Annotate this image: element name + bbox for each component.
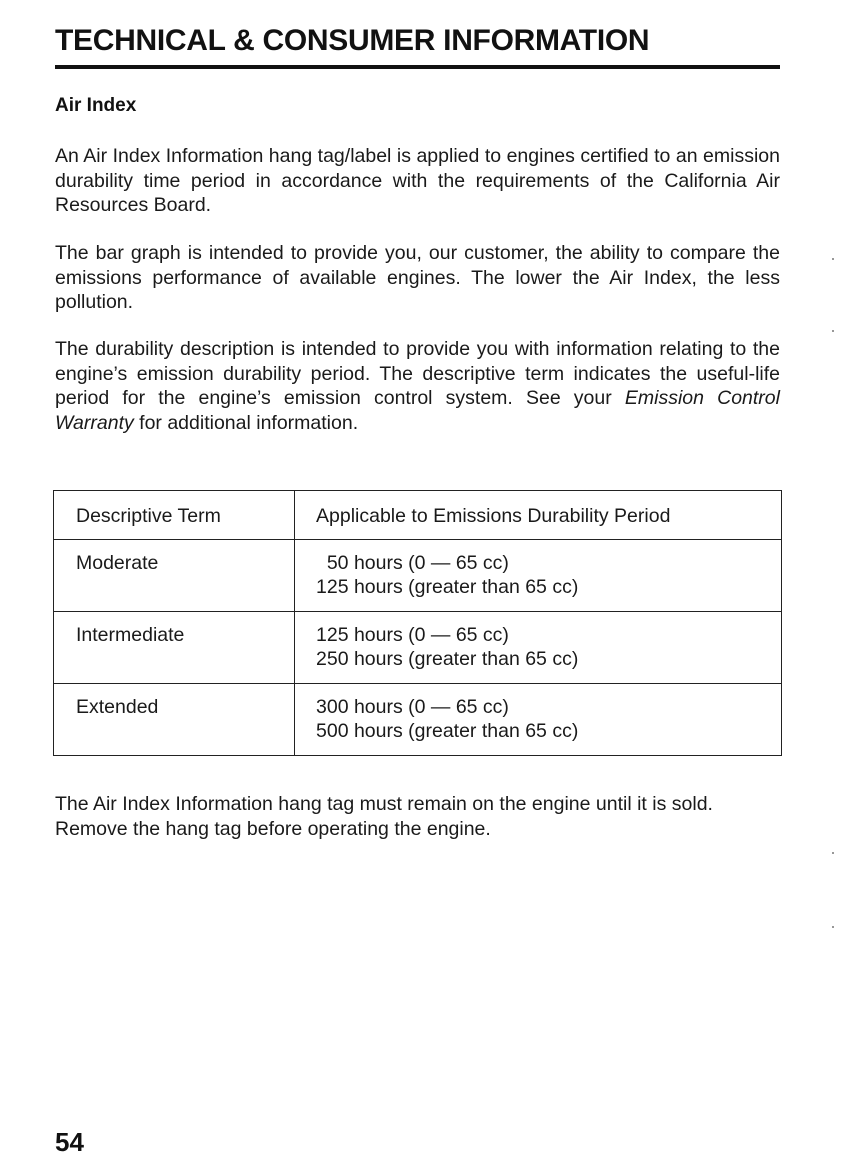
period-line: 125 hours (greater than 65 cc): [316, 576, 579, 598]
page-number: 54: [55, 1127, 84, 1157]
table-cell-period: [295, 684, 781, 755]
durability-table: [53, 490, 782, 756]
period-line: 300 hours (0 — 65 cc): [316, 696, 509, 718]
table-row: [54, 683, 781, 755]
period-line: 125 hours (0 — 65 cc): [316, 624, 509, 646]
period-line: 50 hours (0 — 65 cc): [316, 552, 509, 574]
table-header-row: [54, 491, 781, 539]
table-cell-period: [295, 540, 781, 611]
table-row: [54, 539, 781, 611]
scan-speck: [832, 926, 834, 928]
page-title: TECHNICAL & CONSUMER INFORMATION: [55, 24, 650, 57]
paragraph-bar-graph: The bar graph is intended to provide you, our customer, the ability to compare the emissions performance of available engines. The lower the Air Index, the less pollution.: [55, 242, 780, 313]
title-underline: [55, 65, 780, 69]
paragraph-durability-text: The durability description is intended to provide you with information relating to the engine’s emission durability period. The descriptive term indicates the useful-life period for the engine’s emission control system. See your: [55, 338, 780, 409]
scan-speck: [832, 852, 834, 854]
table-header-term: Descriptive Term: [54, 491, 295, 539]
section-heading: Air Index: [55, 95, 137, 116]
table-cell-term: Intermediate: [54, 612, 295, 683]
scan-speck: [832, 258, 834, 260]
scan-speck: [832, 330, 834, 332]
paragraph-hang-tag: An Air Index Information hang tag/label is applied to engines certified to an emission durability time period in accordance with the requirements of the California Air Resources Board.: [55, 145, 780, 216]
paragraph-durability-text-end: for additional information.: [133, 411, 359, 434]
warranty-reference: Emission Control Warranty: [55, 387, 780, 434]
table-cell-term: Extended: [54, 684, 295, 755]
table-header-period: Applicable to Emissions Durability Period: [316, 505, 671, 527]
paragraph-durability: [55, 337, 780, 435]
period-line: 500 hours (greater than 65 cc): [316, 720, 579, 742]
table-cell-term: Moderate: [54, 540, 295, 611]
paragraph-remove-tag: The Air Index Information hang tag must remain on the engine until it is sold. Remove the hang tag before operating the engine.: [55, 793, 713, 840]
table-cell-period: [295, 612, 781, 683]
table-row: [54, 611, 781, 683]
period-line: 250 hours (greater than 65 cc): [316, 648, 579, 670]
